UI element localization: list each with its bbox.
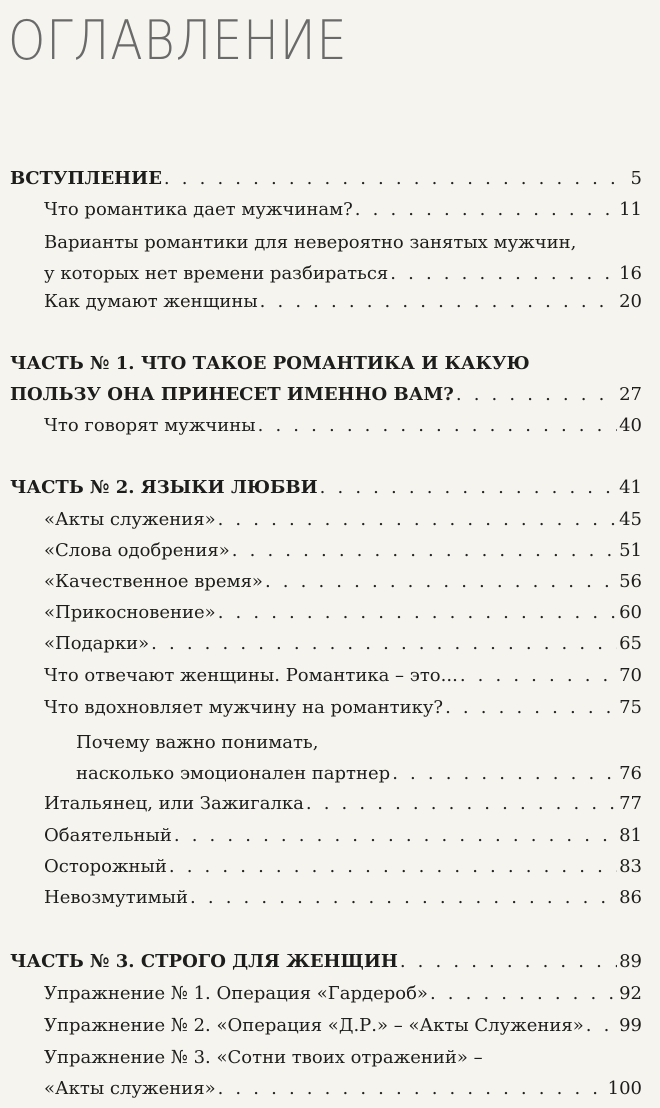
leader-dots (218, 504, 618, 535)
toc-entry-part-2[interactable] (10, 472, 642, 503)
toc-page-number: 60 (619, 602, 642, 623)
leader-dots (218, 1073, 606, 1104)
toc-entry[interactable] (44, 504, 642, 535)
toc-entry-title-line1: ЧАСТЬ № 1. ЧТО ТАКОЕ РОМАНТИКА И КАКУЮ (10, 353, 530, 374)
toc-entry-title: Упражнение № 2. «Операция «Д.Р.» – «Акты Служения» (44, 1015, 584, 1036)
toc-entry[interactable] (44, 788, 642, 819)
leader-dots (258, 410, 617, 441)
toc-entry-title: «Качественное время» (44, 571, 263, 592)
leader-dots (306, 788, 617, 819)
toc-entry-title-line1: Варианты романтики для невероятно занятых мужчин, (44, 232, 577, 253)
toc-entry[interactable] (44, 410, 642, 441)
toc-entry-title: насколько эмоционален партнер (76, 763, 391, 784)
leader-dots (164, 163, 629, 194)
toc-page-number: 27 (619, 384, 642, 405)
toc-page-number: 56 (619, 571, 642, 592)
toc-entry-part-3[interactable] (10, 946, 642, 977)
leader-dots (456, 379, 617, 410)
toc-page-number: 5 (630, 168, 642, 189)
toc-entry[interactable] (44, 882, 642, 913)
toc-entry-title-line1: Упражнение № 3. «Сотни твоих отражений» – (44, 1047, 483, 1068)
toc-entry-title-line1: Почему важно понимать, (76, 732, 319, 753)
toc-page-number: 76 (619, 763, 642, 784)
toc-page-number: 70 (619, 665, 642, 686)
toc-page-number: 20 (619, 291, 642, 312)
leader-dots (260, 286, 617, 317)
leader-dots (445, 692, 617, 723)
toc-entry[interactable] (44, 820, 642, 851)
toc-entry-title: ВСТУПЛЕНИЕ (10, 168, 162, 189)
toc-page-number: 99 (619, 1015, 642, 1036)
toc-entry-title: Обаятельный (44, 825, 172, 846)
toc-entry-title: «Слова одобрения» (44, 540, 230, 561)
leader-dots (390, 258, 617, 289)
toc-entry-title: Упражнение № 1. Операция «Гардероб» (44, 983, 428, 1004)
toc-page-number: 81 (619, 825, 642, 846)
leader-dots (460, 660, 617, 691)
toc-page-number: 65 (619, 633, 642, 654)
toc-entry-title: Что отвечают женщины. Романтика – это... (44, 665, 458, 686)
toc-entry-title: ПОЛЬЗУ ОНА ПРИНЕСЕТ ИМЕННО ВАМ? (10, 384, 454, 405)
toc-entry[interactable] (44, 194, 642, 225)
leader-dots (586, 1010, 617, 1041)
toc-entry[interactable] (44, 978, 642, 1009)
leader-dots (218, 597, 617, 628)
toc-entry[interactable] (44, 851, 642, 882)
toc-entry[interactable] (44, 628, 642, 659)
toc-page-number: 45 (619, 509, 642, 530)
toc-page-number: 16 (619, 263, 642, 284)
page-title: ОГЛАВЛЕНИЕ (8, 9, 348, 72)
toc-entry-title: «Акты служения» (44, 509, 216, 530)
toc-entry-title: Как думают женщины (44, 291, 258, 312)
leader-dots (174, 820, 617, 851)
toc-entry-title: ЧАСТЬ № 3. СТРОГО ДЛЯ ЖЕНЩИН (10, 951, 398, 972)
toc-entry[interactable] (44, 1042, 642, 1104)
toc-page-number: 51 (619, 540, 642, 561)
leader-dots (400, 946, 617, 977)
toc-entry[interactable] (44, 227, 642, 289)
toc-page-number: 41 (619, 477, 642, 498)
leader-dots (169, 851, 617, 882)
toc-entry-title: «Подарки» (44, 633, 150, 654)
toc-entry[interactable] (44, 597, 642, 628)
toc-entry-title: Что романтика дает мужчинам? (44, 199, 353, 220)
leader-dots (320, 472, 617, 503)
leader-dots (151, 628, 617, 659)
toc-entry-title: Осторожный (44, 856, 167, 877)
toc-entry[interactable] (44, 535, 642, 566)
toc-entry-title: Что говорят мужчины (44, 415, 256, 436)
toc-entry-title: ЧАСТЬ № 2. ЯЗЫКИ ЛЮБВИ (10, 477, 318, 498)
toc-page-number: 89 (619, 951, 642, 972)
toc-entry[interactable] (76, 727, 642, 789)
leader-dots (190, 882, 617, 913)
toc-entry-title: у которых нет времени разбираться (44, 263, 389, 284)
toc-page-number: 77 (619, 793, 642, 814)
toc-page-number: 75 (619, 697, 642, 718)
toc-entry[interactable] (44, 1010, 642, 1041)
toc-entry-introduction[interactable] (10, 163, 642, 194)
toc-entry-title: «Прикосновение» (44, 602, 216, 623)
leader-dots (355, 194, 617, 225)
leader-dots (232, 535, 617, 566)
toc-entry-title: «Акты служения» (44, 1078, 216, 1099)
toc-entry-title: Итальянец, или Зажигалка (44, 793, 304, 814)
toc-entry[interactable] (44, 566, 642, 597)
toc-page-number: 100 (607, 1078, 642, 1099)
toc-page-number: 40 (619, 415, 642, 436)
toc-page-number: 92 (619, 983, 642, 1004)
leader-dots (265, 566, 617, 597)
toc-entry-part-1[interactable] (10, 348, 642, 410)
toc-page-number: 83 (619, 856, 642, 877)
toc-entry[interactable] (44, 286, 642, 317)
toc-entry[interactable] (44, 660, 642, 691)
toc-entry-title: Что вдохновляет мужчину на романтику? (44, 697, 444, 718)
leader-dots (392, 758, 617, 789)
toc-page-number: 11 (619, 199, 642, 220)
toc-entry-title: Невозмутимый (44, 887, 189, 908)
leader-dots (430, 978, 617, 1009)
toc-page-number: 86 (619, 887, 642, 908)
toc-entry[interactable] (44, 692, 642, 723)
